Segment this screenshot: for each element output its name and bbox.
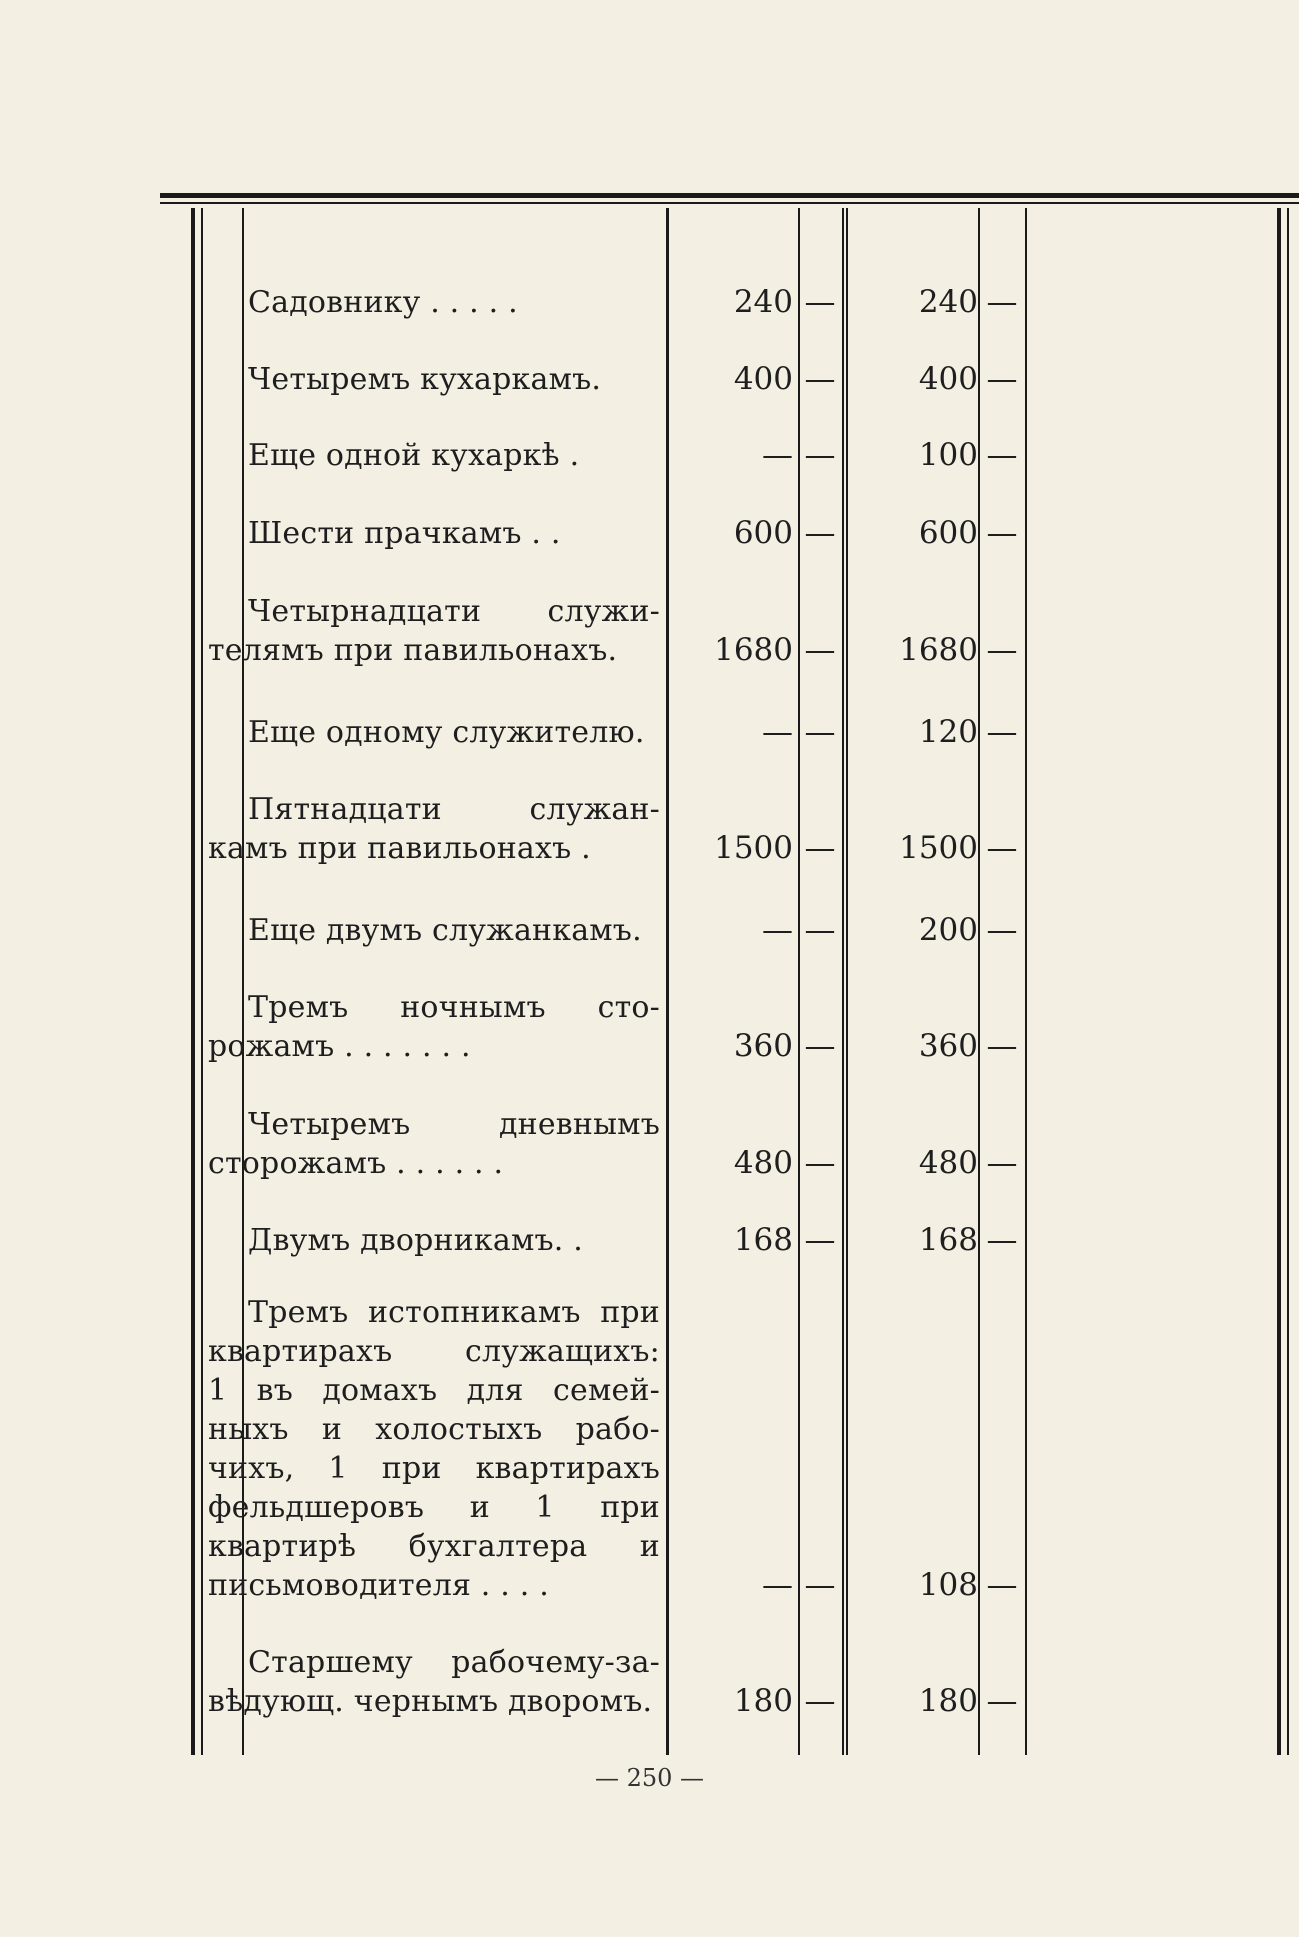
item-label bbox=[208, 1293, 660, 1605]
column-divider bbox=[846, 208, 848, 1755]
amount-col1: 168 bbox=[733, 1222, 793, 1258]
amount-col3: 100 bbox=[918, 437, 978, 473]
item-label bbox=[208, 1105, 660, 1183]
amount-col1: — bbox=[762, 912, 793, 948]
item-label-line: письмоводителя . . . . bbox=[208, 1568, 549, 1603]
amount-col3: 480 bbox=[918, 1145, 978, 1181]
item-label-line: Еще двумъ служанкамъ. bbox=[248, 913, 642, 948]
item-label-line: Садовнику . . . . . bbox=[248, 285, 518, 320]
item-label-line: вѣдующ. чернымъ дворомъ. bbox=[208, 1684, 653, 1719]
amount-col1: 360 bbox=[733, 1028, 793, 1064]
amount-col3: 600 bbox=[918, 515, 978, 551]
item-label-line: фельдшеровъ и 1 при bbox=[208, 1490, 660, 1525]
amount-col4: — bbox=[986, 1683, 1018, 1719]
amount-col4: — bbox=[986, 714, 1018, 750]
amount-col1: 1680 bbox=[714, 632, 793, 668]
amount-col2: — bbox=[804, 515, 836, 551]
amount-col3: 108 bbox=[918, 1567, 978, 1603]
item-label-line: Еще одной кухаркѣ . bbox=[248, 438, 580, 473]
item-label-line: Четыремъ кухаркамъ. bbox=[248, 362, 602, 397]
amount-col2: — bbox=[804, 361, 836, 397]
item-label bbox=[248, 283, 660, 322]
table-border-right bbox=[1277, 208, 1281, 1755]
item-label bbox=[208, 790, 660, 868]
amount-col2: — bbox=[804, 912, 836, 948]
amount-col3: 200 bbox=[918, 912, 978, 948]
amount-col2: — bbox=[804, 1145, 836, 1181]
amount-col1: 600 bbox=[733, 515, 793, 551]
amount-col3: 360 bbox=[918, 1028, 978, 1064]
item-label-line: чихъ, 1 при квартирахъ bbox=[208, 1451, 660, 1486]
amount-col4: — bbox=[986, 1222, 1018, 1258]
amount-col2: — bbox=[804, 1567, 836, 1603]
amount-col4: — bbox=[986, 284, 1018, 320]
amount-col4: — bbox=[986, 830, 1018, 866]
item-label-line: квартирѣ бухгалтера и bbox=[208, 1529, 660, 1564]
amount-col1: 1500 bbox=[714, 830, 793, 866]
amount-col2: — bbox=[804, 284, 836, 320]
item-label bbox=[248, 911, 660, 950]
amount-col4: — bbox=[986, 912, 1018, 948]
item-label bbox=[248, 514, 660, 553]
amount-col4: — bbox=[986, 1145, 1018, 1181]
item-label bbox=[248, 360, 660, 399]
item-label-line: Тремъ ночнымъ сто- bbox=[248, 990, 660, 1025]
page-number: — 250 — bbox=[594, 1764, 705, 1792]
column-divider bbox=[842, 208, 844, 1755]
item-label bbox=[248, 713, 660, 752]
amount-col3: 1680 bbox=[899, 632, 978, 668]
amount-col3: 180 bbox=[918, 1683, 978, 1719]
item-label-line: Четырнадцати служи- bbox=[248, 594, 660, 629]
amount-col4: — bbox=[986, 437, 1018, 473]
item-label bbox=[248, 1221, 660, 1260]
table-border-left-thin bbox=[201, 208, 203, 1755]
amount-col1: 180 bbox=[733, 1683, 793, 1719]
amount-col1: 480 bbox=[733, 1145, 793, 1181]
column-divider bbox=[1025, 208, 1027, 1755]
amount-col1: — bbox=[762, 437, 793, 473]
amount-col4: — bbox=[986, 1567, 1018, 1603]
amount-col3: 400 bbox=[918, 361, 978, 397]
amount-col3: 120 bbox=[918, 714, 978, 750]
item-label bbox=[208, 592, 660, 670]
table-border-left bbox=[191, 208, 195, 1755]
amount-col3: 168 bbox=[918, 1222, 978, 1258]
item-label-line: 1 въ домахъ для семей- bbox=[208, 1373, 660, 1408]
item-label-line: рожамъ . . . . . . . bbox=[208, 1029, 471, 1064]
item-label-line: квартирахъ служащихъ: bbox=[208, 1334, 660, 1369]
item-label-line: Шести прачкамъ . . bbox=[248, 516, 561, 551]
item-label-line: Тремъ истопникамъ при bbox=[248, 1295, 660, 1330]
amount-col2: — bbox=[804, 1683, 836, 1719]
amount-col3: 1500 bbox=[899, 830, 978, 866]
item-label-line: камъ при павильонахъ . bbox=[208, 831, 591, 866]
amount-col4: — bbox=[986, 515, 1018, 551]
item-label-line: сторожамъ . . . . . . bbox=[208, 1146, 504, 1181]
amount-col1: — bbox=[762, 1567, 793, 1603]
amount-col1: 400 bbox=[733, 361, 793, 397]
amount-col2: — bbox=[804, 830, 836, 866]
amount-col1: — bbox=[762, 714, 793, 750]
item-label-line: Четыремъ дневнымъ bbox=[248, 1107, 660, 1142]
item-label-line: Пятнадцати служан- bbox=[248, 792, 660, 827]
amount-col4: — bbox=[986, 632, 1018, 668]
item-label bbox=[208, 988, 660, 1066]
item-label-line: Старшему рабочему-за- bbox=[248, 1645, 660, 1680]
amount-col4: — bbox=[986, 361, 1018, 397]
amount-col3: 240 bbox=[918, 284, 978, 320]
column-divider bbox=[978, 208, 980, 1755]
amount-col2: — bbox=[804, 714, 836, 750]
amount-col1: 240 bbox=[733, 284, 793, 320]
item-label-line: Еще одному служителю. bbox=[248, 715, 645, 750]
item-label bbox=[248, 436, 660, 475]
item-label-line: ныхъ и холостыхъ рабо- bbox=[208, 1412, 660, 1447]
table-border-right-thin bbox=[1287, 208, 1289, 1755]
item-label-line: Двумъ дворникамъ. . bbox=[248, 1223, 583, 1258]
amount-col2: — bbox=[804, 437, 836, 473]
top-rule-thin bbox=[160, 202, 1299, 204]
amount-col2: — bbox=[804, 632, 836, 668]
amount-col4: — bbox=[986, 1028, 1018, 1064]
top-rule bbox=[160, 193, 1299, 198]
item-label bbox=[208, 1643, 660, 1721]
amount-col2: — bbox=[804, 1222, 836, 1258]
amount-col2: — bbox=[804, 1028, 836, 1064]
item-label-line: телямъ при павильонахъ. bbox=[208, 633, 618, 668]
